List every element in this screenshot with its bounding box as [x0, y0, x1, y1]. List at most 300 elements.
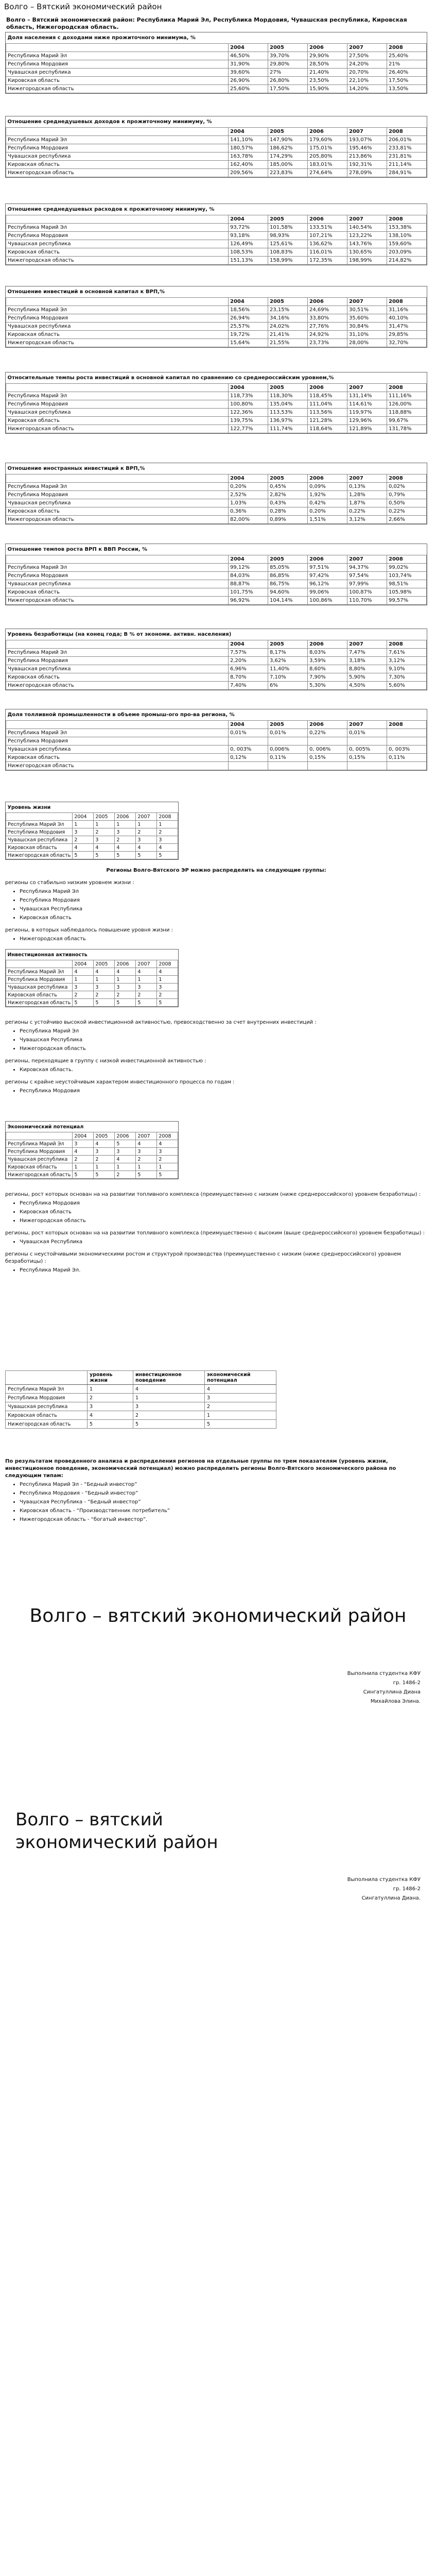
- value-cell: 99,02%: [387, 564, 427, 572]
- region-cell: Нижегородская область: [6, 597, 229, 605]
- group-item: • Республика Мордовия: [20, 1088, 427, 1095]
- value-cell: 33,80%: [308, 314, 347, 323]
- value-cell: 18,56%: [229, 306, 268, 314]
- value-cell: 135,04%: [268, 400, 308, 409]
- header-cell: [6, 813, 73, 821]
- region-cell: Чувашская республика: [6, 984, 73, 991]
- year-header: 2008: [387, 128, 427, 136]
- table-caption: Относительные темпы роста инвестиций в основной капитал по сравнению со среднероссийским уровнем,%: [7, 375, 334, 381]
- value-cell: 0,89%: [268, 516, 308, 524]
- summary-header: экономический потенциал: [205, 1371, 276, 1385]
- value-cell: 5,60%: [387, 682, 427, 690]
- region-cell: Кировская область: [6, 331, 229, 339]
- value-cell: 85,05%: [268, 564, 308, 572]
- year-header: 2008: [387, 298, 427, 306]
- value-cell: 1: [73, 976, 94, 984]
- year-header: 2008: [157, 1132, 178, 1140]
- value-cell: 96,12%: [308, 580, 347, 588]
- table-economic-potential: [5, 1121, 179, 1179]
- value-cell: 4: [94, 968, 115, 976]
- year-header: 2005: [94, 813, 115, 821]
- value-cell: 6,96%: [229, 665, 268, 673]
- year-header: 2004: [229, 384, 268, 392]
- year-header: 2004: [229, 128, 268, 136]
- value-cell: 0,28%: [268, 507, 308, 516]
- year-header: 2008: [157, 960, 178, 968]
- value-cell: [268, 737, 308, 745]
- value-cell: 21%: [387, 60, 427, 69]
- region-cell: Кировская область: [6, 844, 73, 852]
- value-cell: 4: [157, 968, 178, 976]
- value-cell: 19,72%: [229, 331, 268, 339]
- value-cell: 119,97%: [347, 409, 387, 417]
- group-list: [5, 888, 427, 922]
- group-item: • Чувашская Республика: [20, 906, 427, 913]
- region-cell: Нижегородская область: [6, 762, 229, 770]
- year-header: 2005: [268, 640, 308, 649]
- value-cell: 284,91%: [387, 169, 427, 177]
- value-cell: 186,62%: [268, 144, 308, 152]
- table-row: [6, 257, 427, 265]
- year-header: 2005: [268, 298, 308, 306]
- value-cell: 5,90%: [347, 673, 387, 682]
- value-cell: 7,40%: [229, 682, 268, 690]
- value-cell: 4: [73, 844, 94, 852]
- header-cell: [6, 721, 229, 729]
- region-cell: Нижегородская область: [6, 852, 73, 859]
- value-cell: 153,38%: [387, 224, 427, 232]
- value-cell: 24,20%: [347, 60, 387, 69]
- region-cell: Нижегородская область: [6, 425, 229, 433]
- value-cell: 3,62%: [268, 657, 308, 665]
- value-cell: 175,01%: [308, 144, 347, 152]
- region-cell: Республика Мордовия: [6, 828, 73, 836]
- group-item: • Нижегородская область: [20, 936, 427, 943]
- region-cell: Кировская область: [6, 248, 229, 257]
- region-cell: Кировская область: [6, 991, 73, 999]
- region-cell: Чувашская республика: [6, 323, 229, 331]
- value-cell: 23,15%: [268, 306, 308, 314]
- group-list: [5, 1088, 427, 1095]
- value-cell: 3: [136, 836, 157, 844]
- table-caption: Доля толливной промышленности в объеме промыш-ого про-ва региона, %: [7, 712, 235, 718]
- value-cell: 5: [157, 1171, 178, 1179]
- table-row: [6, 991, 178, 999]
- value-cell: 1: [136, 976, 157, 984]
- region-cell: Республика Мордовия: [6, 572, 229, 580]
- header-cell: [6, 1132, 73, 1140]
- region-cell: Кировская область: [6, 161, 229, 169]
- value-cell: 113,53%: [268, 409, 308, 417]
- table-row: [6, 999, 178, 1007]
- value-cell: 1: [94, 976, 115, 984]
- year-header: 2006: [308, 640, 347, 649]
- value-cell: 88,87%: [229, 580, 268, 588]
- region-cell: Чувашская республика: [6, 836, 73, 844]
- value-cell: 1: [136, 821, 157, 828]
- year-header: 2004: [73, 1132, 94, 1140]
- region-cell: Кировская область: [6, 507, 229, 516]
- region-cell: Республика Мордовия: [6, 737, 229, 745]
- region-cell: Республика Мордовия: [6, 144, 229, 152]
- group-item: • Республика Марий Эл.: [20, 1267, 427, 1274]
- group-item: • Нижегородская область: [20, 1045, 427, 1053]
- value-cell: 2: [94, 828, 115, 836]
- region-cell: Республика Марий Эл: [6, 136, 229, 144]
- value-cell: 97,99%: [347, 580, 387, 588]
- value-cell: 133,51%: [308, 224, 347, 232]
- summary-row: [6, 1394, 276, 1402]
- table-row: [6, 1148, 178, 1156]
- value-cell: 5: [115, 852, 136, 859]
- value-cell: 4: [115, 968, 136, 976]
- table-row: [6, 1163, 178, 1171]
- groups-investment-activity: [5, 1014, 427, 1096]
- value-cell: 162,40%: [229, 161, 268, 169]
- table-row: [6, 665, 427, 673]
- group-item: • Кировская область: [20, 1209, 427, 1216]
- value-cell: 99,06%: [308, 588, 347, 597]
- author-line: гр. 1486-2: [393, 1886, 421, 1892]
- region-cell: Республика Марий Эл: [6, 1140, 73, 1148]
- value-cell: 0,36%: [229, 507, 268, 516]
- year-header: 2004: [229, 474, 268, 483]
- value-cell: 278,09%: [347, 169, 387, 177]
- value-cell: 2: [115, 836, 136, 844]
- region-cell: Нижегородская область: [6, 1171, 73, 1179]
- table-investment-grp: [5, 286, 427, 348]
- table-row: [6, 1140, 178, 1148]
- value-cell: 17,50%: [387, 77, 427, 85]
- value-cell: 2,82%: [268, 491, 308, 499]
- table-caption: Отношение среднедушевых расходов к прожиточному минимуму, %: [7, 207, 215, 212]
- value-cell: 0,15%: [347, 754, 387, 762]
- value-cell: 5: [157, 852, 178, 859]
- value-cell: 141,10%: [229, 136, 268, 144]
- value-cell: 107,21%: [308, 232, 347, 240]
- region-cell: Чувашская республика: [6, 1156, 73, 1163]
- value-cell: 27%: [268, 69, 308, 77]
- table-row: [6, 144, 427, 152]
- table-row: [6, 69, 427, 77]
- value-cell: 8,70%: [229, 673, 268, 682]
- groups-title: Регионы Волго-Вятского ЭР можно распределить на следующие группы:: [106, 868, 326, 873]
- value-cell: 4: [136, 1140, 157, 1148]
- value-cell: 93,72%: [229, 224, 268, 232]
- year-header: 2004: [229, 721, 268, 729]
- value-cell: 159,60%: [387, 240, 427, 248]
- value-cell: 130,65%: [347, 248, 387, 257]
- value-cell: 11,40%: [268, 665, 308, 673]
- value-cell: 103,74%: [387, 572, 427, 580]
- region-cell: Нижегородская область: [6, 516, 229, 524]
- value-cell: 4: [73, 968, 94, 976]
- table-row: [6, 844, 178, 852]
- value-cell: 5: [115, 1140, 136, 1148]
- value-cell: 4: [115, 844, 136, 852]
- value-cell: 0, 005%: [347, 745, 387, 754]
- table-row: [6, 852, 178, 859]
- conclusion: [5, 1458, 427, 1525]
- year-header: 2007: [136, 1132, 157, 1140]
- value-cell: 15,90%: [308, 85, 347, 93]
- value-cell: 5: [94, 1171, 115, 1179]
- value-cell: 192,31%: [347, 161, 387, 169]
- header-cell: [6, 215, 229, 224]
- value-cell: 2: [115, 991, 136, 999]
- year-header: 2006: [308, 44, 347, 52]
- value-cell: 172,35%: [308, 257, 347, 265]
- groups-economic-potential: [5, 1186, 427, 1276]
- value-cell: 209,56%: [229, 169, 268, 177]
- table-row: [6, 754, 427, 762]
- value-cell: 138,10%: [387, 232, 427, 240]
- summary-header: [6, 1371, 88, 1385]
- value-cell: 1: [73, 1163, 94, 1171]
- value-cell: 0, 003%: [387, 745, 427, 754]
- value-cell: 25,60%: [229, 85, 268, 93]
- type-item: • Кировская область - “Производственник потребитель”: [20, 1507, 427, 1515]
- value-cell: 131,14%: [347, 392, 387, 400]
- year-header: 2005: [268, 44, 308, 52]
- value-cell: 1: [157, 1163, 178, 1171]
- table-investment-growth: [5, 372, 427, 434]
- value-cell: 21,41%: [268, 331, 308, 339]
- region-cell: Республика Марий Эл: [6, 306, 229, 314]
- value-cell: 131,78%: [387, 425, 427, 433]
- table-row: [6, 339, 427, 347]
- value-cell: 24,69%: [308, 306, 347, 314]
- conclusion-text: По результатам проведенного анализа и распределения регионов на отдельные группы по трем показателям (уровень жизни, инвестиционное поведение, экономический потенциал) можно распределить регионы Волго-Вятского экономического района по следующим типам:: [5, 1459, 396, 1479]
- table-row: [6, 984, 178, 991]
- table-row: [6, 77, 427, 85]
- year-header: 2007: [136, 960, 157, 968]
- value-cell: 0,12%: [229, 754, 268, 762]
- value-cell: 126,00%: [387, 400, 427, 409]
- table-row: [6, 52, 427, 60]
- page-title: Волго – Вятский экономический район: [4, 2, 162, 11]
- summary-cell: 4: [133, 1385, 205, 1394]
- value-cell: 21,40%: [308, 69, 347, 77]
- value-cell: 1: [136, 1163, 157, 1171]
- table-row: [6, 240, 427, 248]
- value-cell: 111,16%: [387, 392, 427, 400]
- table-row: [6, 425, 427, 433]
- value-cell: 8,60%: [308, 665, 347, 673]
- value-cell: 0,45%: [268, 483, 308, 491]
- summary-cell: Кировская область: [6, 1411, 88, 1420]
- table-row: [6, 331, 427, 339]
- value-cell: 98,93%: [268, 232, 308, 240]
- table-caption: Доля населения с доходами ниже прожиточного минимума, %: [7, 35, 196, 41]
- value-cell: 4: [157, 1140, 178, 1148]
- value-cell: [308, 737, 347, 745]
- value-cell: 118,64%: [308, 425, 347, 433]
- group-heading: регионы со стабильно низким уровнем жизни :: [5, 880, 134, 886]
- value-cell: 26,90%: [229, 77, 268, 85]
- value-cell: 13,50%: [387, 85, 427, 93]
- value-cell: 183,01%: [308, 161, 347, 169]
- summary-row: [6, 1402, 276, 1411]
- year-header: 2005: [268, 721, 308, 729]
- value-cell: 2,52%: [229, 491, 268, 499]
- value-cell: 0,15%: [308, 754, 347, 762]
- group-item: • Республика Мордовия: [20, 897, 427, 904]
- year-header: 2006: [308, 298, 347, 306]
- value-cell: 118,45%: [308, 392, 347, 400]
- header-cell: [6, 474, 229, 483]
- value-cell: 3: [94, 1148, 115, 1156]
- year-header: 2008: [387, 474, 427, 483]
- value-cell: 2: [73, 991, 94, 999]
- value-cell: 29,90%: [308, 52, 347, 60]
- value-cell: 24,02%: [268, 323, 308, 331]
- region-cell: Республика Марий Эл: [6, 52, 229, 60]
- value-cell: 3: [157, 836, 178, 844]
- table-grp-growth: [5, 544, 427, 605]
- value-cell: 5,30%: [308, 682, 347, 690]
- table-row: [6, 224, 427, 232]
- value-cell: 213,86%: [347, 152, 387, 161]
- year-header: 2006: [308, 128, 347, 136]
- value-cell: 233,81%: [387, 144, 427, 152]
- value-cell: 2: [157, 991, 178, 999]
- value-cell: 1,51%: [308, 516, 347, 524]
- value-cell: 1: [115, 1163, 136, 1171]
- value-cell: 195,46%: [347, 144, 387, 152]
- region-cell: Республика Марий Эл: [6, 392, 229, 400]
- group-item: • Республика Марий Эл: [20, 1028, 427, 1035]
- value-cell: 1: [157, 821, 178, 828]
- value-cell: 2: [136, 828, 157, 836]
- table-summary: [5, 1370, 276, 1429]
- type-item: • Республика Марий Эл - “Бедный инвестор”: [20, 1481, 427, 1488]
- value-cell: 1,28%: [347, 491, 387, 499]
- value-cell: [347, 737, 387, 745]
- table-row: [6, 507, 427, 516]
- table-row: [6, 682, 427, 690]
- year-header: 2005: [268, 384, 308, 392]
- value-cell: 3,18%: [347, 657, 387, 665]
- year-header: 2004: [229, 44, 268, 52]
- value-cell: 0,50%: [387, 499, 427, 507]
- value-cell: 129,96%: [347, 417, 387, 425]
- value-cell: 101,75%: [229, 588, 268, 597]
- table-caption: Отношение иностранных инвестиций к ВРП,%: [7, 466, 145, 471]
- groups-living-standard: [5, 867, 427, 944]
- value-cell: 5: [94, 999, 115, 1007]
- table-row: [6, 828, 178, 836]
- table-row: [6, 762, 427, 770]
- group-heading: регионы, рост которых основан на на развитии топливного комплекса (преимущественно с высоким (выше среднероссийского) уровнем безработицы) :: [5, 1230, 425, 1236]
- value-cell: 105,98%: [387, 588, 427, 597]
- group-heading: регионы с устойчиво высокой инвестиционной активностью, превосходственно за счет внутренних инвестиций :: [5, 1020, 317, 1025]
- value-cell: 3: [73, 984, 94, 991]
- year-header: 2004: [229, 640, 268, 649]
- table-row: [6, 400, 427, 409]
- value-cell: 3: [73, 1140, 94, 1148]
- value-cell: 27,50%: [347, 52, 387, 60]
- value-cell: 1,87%: [347, 499, 387, 507]
- value-cell: 3: [157, 984, 178, 991]
- region-cell: Кировская область: [6, 588, 229, 597]
- table-row: [6, 483, 427, 491]
- table-foreign-investment: [5, 463, 427, 524]
- region-cell: Нижегородская область: [6, 257, 229, 265]
- year-header: 2007: [136, 813, 157, 821]
- table-row: [6, 1156, 178, 1163]
- table-row: [6, 572, 427, 580]
- value-cell: 116,01%: [308, 248, 347, 257]
- summary-cell: 3: [133, 1402, 205, 1411]
- table-row: [6, 232, 427, 240]
- value-cell: 4: [115, 1156, 136, 1163]
- value-cell: 111,04%: [308, 400, 347, 409]
- value-cell: 185,00%: [268, 161, 308, 169]
- value-cell: 0,01%: [268, 729, 308, 737]
- value-cell: 25,40%: [387, 52, 427, 60]
- table-row: [6, 580, 427, 588]
- region-cell: Кировская область: [6, 417, 229, 425]
- value-cell: 205,80%: [308, 152, 347, 161]
- summary-row: [6, 1385, 276, 1394]
- table-row: [6, 499, 427, 507]
- value-cell: 136,97%: [268, 417, 308, 425]
- summary-cell: 3: [205, 1394, 276, 1402]
- value-cell: 4: [73, 1148, 94, 1156]
- value-cell: 3: [136, 1148, 157, 1156]
- value-cell: 6%: [268, 682, 308, 690]
- year-header: 2008: [387, 640, 427, 649]
- region-cell: Кировская область: [6, 1163, 73, 1171]
- table-row: [6, 85, 427, 93]
- type-item: • Республика Мордовия - “Бедный инвестор”: [20, 1490, 427, 1497]
- table-row: [6, 392, 427, 400]
- value-cell: 94,37%: [347, 564, 387, 572]
- header-cell: [6, 960, 73, 968]
- value-cell: 7,57%: [229, 649, 268, 657]
- author-line: Михайлова Элина.: [370, 1699, 421, 1704]
- value-cell: 4: [94, 1140, 115, 1148]
- region-cell: Чувашская республика: [6, 152, 229, 161]
- table-row: [6, 417, 427, 425]
- group-list: [5, 1200, 427, 1225]
- value-cell: 34,16%: [268, 314, 308, 323]
- value-cell: 25,57%: [229, 323, 268, 331]
- value-cell: 3: [94, 984, 115, 991]
- region-cell: Кировская область: [6, 77, 229, 85]
- year-header: 2007: [347, 44, 387, 52]
- region-cell: Республика Марий Эл: [6, 821, 73, 828]
- value-cell: 125,61%: [268, 240, 308, 248]
- value-cell: 4: [157, 844, 178, 852]
- table-row: [6, 737, 427, 745]
- value-cell: 30,84%: [347, 323, 387, 331]
- value-cell: 111,74%: [268, 425, 308, 433]
- value-cell: 97,54%: [347, 572, 387, 580]
- cover2-title: Волго – вятский экономический район: [15, 1809, 218, 1853]
- group-heading: регионы с крайне неустойчивым характером инвестиционного процесса по годам :: [5, 1079, 235, 1085]
- value-cell: 0,11%: [268, 754, 308, 762]
- value-cell: 5: [136, 852, 157, 859]
- year-header: 2005: [268, 215, 308, 224]
- value-cell: 8,80%: [347, 665, 387, 673]
- value-cell: 0,22%: [387, 507, 427, 516]
- value-cell: 118,88%: [387, 409, 427, 417]
- value-cell: 5: [136, 999, 157, 1007]
- value-cell: 0,13%: [347, 483, 387, 491]
- value-cell: [387, 737, 427, 745]
